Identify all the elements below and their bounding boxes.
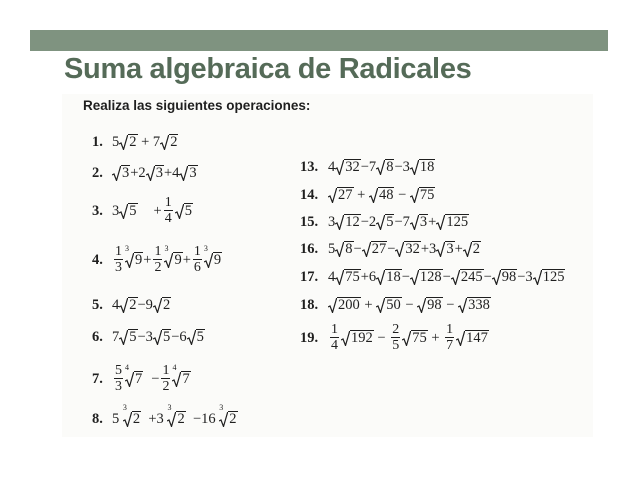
fraction: $\frac{1}{2}$ <box>154 244 162 275</box>
sqrt-symbol: 2 <box>463 241 481 257</box>
sqrt-symbol: 3 <box>179 165 197 181</box>
fraction: $\frac{1}{7}$ <box>446 322 454 353</box>
cube-root-symbol: 3 2 <box>219 403 237 427</box>
slide-title: Suma algebraica de Radicales <box>64 53 472 85</box>
fraction: $\frac{1}{2}$ <box>162 363 170 394</box>
sqrt-symbol: 2 <box>153 297 171 313</box>
sqrt-symbol: 5 <box>187 329 205 345</box>
exercise-6: 6. 7 5 −3 5 −6 5 <box>92 329 204 345</box>
sqrt-symbol: 125 <box>533 269 566 285</box>
sqrt-symbol: 2 <box>160 134 178 150</box>
sqrt-symbol: 18 <box>376 269 402 285</box>
sqrt-symbol: 12 <box>335 214 361 230</box>
sqrt-symbol: 32 <box>395 241 421 257</box>
sqrt-symbol: 2 <box>119 134 137 150</box>
fourth-root-symbol: 4 7 <box>125 362 143 387</box>
fraction: $\frac{1}{4}$ <box>331 322 338 353</box>
exercise-17: 17. 4 75 +6 18 − 128 − 245 − 98 −3 125 <box>300 269 565 285</box>
fourth-root-symbol: 4 7 <box>172 362 190 387</box>
sqrt-symbol: 200 <box>328 297 361 313</box>
exercise-13: 13. 4 32 −7 8 −3 18 <box>300 159 435 175</box>
sqrt-symbol: 3 <box>436 241 454 257</box>
fraction: $\frac{1}{4}$ <box>164 195 172 226</box>
exercise-number: 3. <box>92 202 103 219</box>
sqrt-symbol: 5 <box>119 203 137 219</box>
cube-root-symbol: 3 9 <box>203 243 222 268</box>
sqrt-symbol: 2 <box>119 297 137 313</box>
exercise-16: 16. 5 8 − 27 − 32 +3 3 + 2 <box>300 241 480 257</box>
exercise-14: 14. 27 + 48 − 75 <box>300 187 435 203</box>
sqrt-symbol: 5 <box>376 214 394 230</box>
sqrt-symbol: 338 <box>458 297 491 313</box>
exercise-5: 5. 4 2 −9 2 <box>92 297 171 313</box>
sqrt-symbol: 5 <box>153 329 171 345</box>
exercise-number: 1. <box>92 134 103 150</box>
sqrt-symbol: 8 <box>376 159 394 175</box>
sqrt-symbol: 5 <box>119 329 137 345</box>
sqrt-symbol: 27 <box>362 241 388 257</box>
exercise-number: 15. <box>300 214 319 230</box>
sqrt-symbol: 75 <box>410 187 436 203</box>
sqrt-symbol: 27 <box>328 187 354 203</box>
exercise-4: 4. $\frac{1}{3}$ 3 9 + $\frac{1}{2}$ 3 9 + $\frac{1}{6}$ 3 9 <box>92 243 222 275</box>
fraction: $\frac{1}{3}$ <box>115 244 122 275</box>
sqrt-symbol: 147 <box>456 330 489 346</box>
sqrt-symbol: 3 <box>112 165 130 181</box>
sqrt-symbol: 50 <box>376 297 402 313</box>
exercise-number: 2. <box>92 165 103 181</box>
fraction: $\frac{1}{6}$ <box>193 244 201 275</box>
exercise-number: 5. <box>92 297 103 313</box>
sqrt-symbol: 125 <box>436 214 469 230</box>
exercise-15: 15. 3 12 −2 5 −7 3 + 125 <box>300 214 469 230</box>
exercise-number: 14. <box>300 187 319 203</box>
sqrt-symbol: 98 <box>492 269 518 285</box>
exercise-number: 4. <box>92 251 103 268</box>
sqrt-symbol: 3 <box>410 214 428 230</box>
sqrt-symbol: 32 <box>335 159 361 175</box>
exercise-number: 18. <box>300 297 319 313</box>
sqrt-symbol: 48 <box>369 187 395 203</box>
sqrt-symbol: 192 <box>341 330 374 346</box>
fraction: $\frac{5}{3}$ <box>115 363 122 394</box>
exercise-number: 8. <box>92 411 103 427</box>
exercise-number: 6. <box>92 329 103 345</box>
sqrt-symbol: 245 <box>451 269 484 285</box>
exercise-number: 7. <box>92 370 103 387</box>
title-accent-bar <box>30 30 608 51</box>
exercise-18: 18. 200 + 50 − 98 − 338 <box>300 297 490 313</box>
cube-root-symbol: 3 2 <box>167 403 185 427</box>
worksheet-instructions: Realiza las siguientes operaciones: <box>83 98 311 113</box>
exercise-number: 16. <box>300 241 319 257</box>
exercise-number: 13. <box>300 159 319 175</box>
cube-root-symbol: 3 9 <box>125 243 143 268</box>
exercise-number: 19. <box>300 329 319 346</box>
sqrt-symbol: 75 <box>402 330 428 346</box>
sqrt-symbol: 3 <box>146 165 164 181</box>
exercise-7: 7. $\frac{5}{3}$ 4 7 − $\frac{1}{2}$ 4 7 <box>92 362 190 394</box>
sqrt-symbol: 75 <box>335 269 361 285</box>
sqrt-symbol: 18 <box>410 159 436 175</box>
sqrt-symbol: 8 <box>335 241 353 257</box>
exercise-8: 8. 5 3 2 +3 3 2 −16 3 2 <box>92 403 237 427</box>
cube-root-symbol: 3 2 <box>122 403 141 427</box>
exercise-1: 1. 5 2 + 7 2 <box>92 134 178 150</box>
exercise-2: 2. 3 +2 3 +4 3 <box>92 165 197 181</box>
sqrt-symbol: 98 <box>417 297 443 313</box>
sqrt-symbol: 128 <box>410 269 443 285</box>
exercise-19: 19. $\frac{1}{4}$ 192 − $\frac{2}{5}$ 75 + $\frac{1}{7}$ 147 <box>300 322 488 353</box>
exercise-number: 17. <box>300 269 319 285</box>
sqrt-symbol: 5 <box>175 203 193 219</box>
fraction: $\frac{2}{5}$ <box>392 322 400 353</box>
cube-root-symbol: 3 9 <box>164 243 182 268</box>
exercise-3: 3. 3 5 + $\frac{1}{4}$ 5 <box>92 195 192 226</box>
